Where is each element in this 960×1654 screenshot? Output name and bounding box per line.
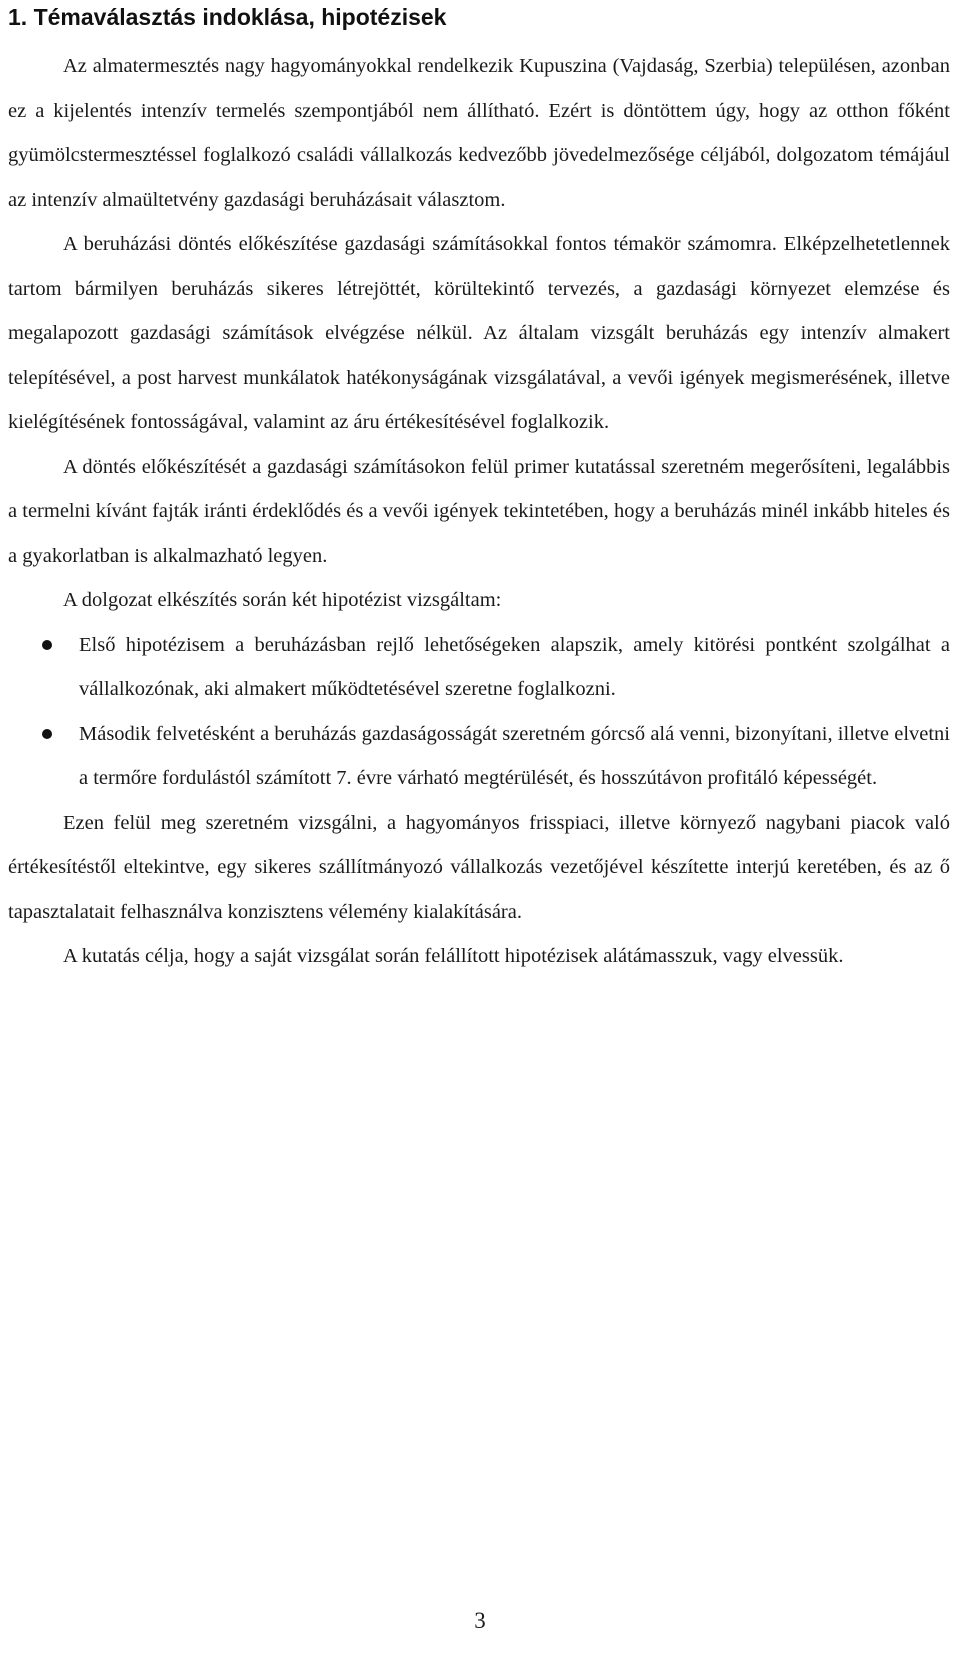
page-number: 3 — [474, 1608, 486, 1633]
hypothesis-first: Első hipotézisem a beruházásban rejlő lehetőségeken alapszik, amely kitörési pontként szolgálhat a vállalkozónak, aki almakert működtetésével szeretne foglalkozni. — [79, 633, 950, 700]
hypotheses-list — [8, 623, 950, 801]
paragraph-hypotheses-intro: A dolgozat elkészítés során két hipotézist vizsgáltam: — [63, 589, 502, 611]
paragraph-research-goal: A kutatás célja, hogy a saját vizsgálat során felállított hipotézisek alátámasszuk, vagy elvessük. — [63, 945, 844, 967]
hypothesis-second: Második felvetésként a beruházás gazdaságosságát szeretném górcső alá venni, bizonyítani, illetve elvetni a termőre fordulástól számított 7. évre várható megtérülését, és hosszútávon profitáló képességét. — [79, 722, 950, 789]
paragraph-interview: Ezen felül meg szeretném vizsgálni, a hagyományos frisspiaci, illetve környező nagybani piacok való értékesítéstől eltekintve, egy sikeres szállítmányozó vállalkozás vezetőjével készítette interjú keretében, és az ő tapasztalatait felhasználva konzisztens vélemény kialakítására. — [8, 811, 950, 923]
paragraph-investment-decision: A beruházási döntés előkészítése gazdasági számításokkal fontos témakör számomra. Elképzelhetetlennek tartom bármilyen beruházás sikeres létrejöttét, körültekintő tervezés, a gazdasági környezet elemzése és megalapozott gazdasági számítások elvégzése nélkül. Az általam vizsgált beruházás egy intenzív almakert telepítésével, a post harvest munkálatok hatékonyságának vizsgálatával, a vevői igények megismerésének, illetve kielégítésének fontosságával, valamint az áru értékesítésével foglalkozik. — [8, 233, 950, 433]
paragraph-primary-research: A döntés előkészítését a gazdasági számításokon felül primer kutatással szeretném megerősíteni, legalábbis a termelni kívánt fajták iránti érdeklődés és a vevői igények tekintetében, hogy a beruházás minél inkább hiteles és a gyakorlatban is alkalmazható legyen. — [8, 455, 950, 567]
body-text — [8, 44, 950, 979]
paragraph-intro: Az almatermesztés nagy hagyományokkal rendelkezik Kupuszina (Vajdaság, Szerbia) településen, azonban ez a kijelentés intenzív termelés szempontjából nem állítható. Ezért is döntöttem úgy, hogy az otthon főként gyümölcstermesztéssel foglalkozó családi vállalkozás kedvezőbb jövedelmezősége céljából, dolgozatom témájául az intenzív almaültetvény gazdasági beruházásait választom. — [8, 55, 950, 211]
list-item — [8, 623, 950, 712]
bullet-icon — [42, 640, 52, 650]
bullet-icon — [42, 729, 52, 739]
list-item — [8, 712, 950, 801]
section-heading: 1. Témaválasztás indoklása, hipotézisek — [8, 4, 447, 30]
